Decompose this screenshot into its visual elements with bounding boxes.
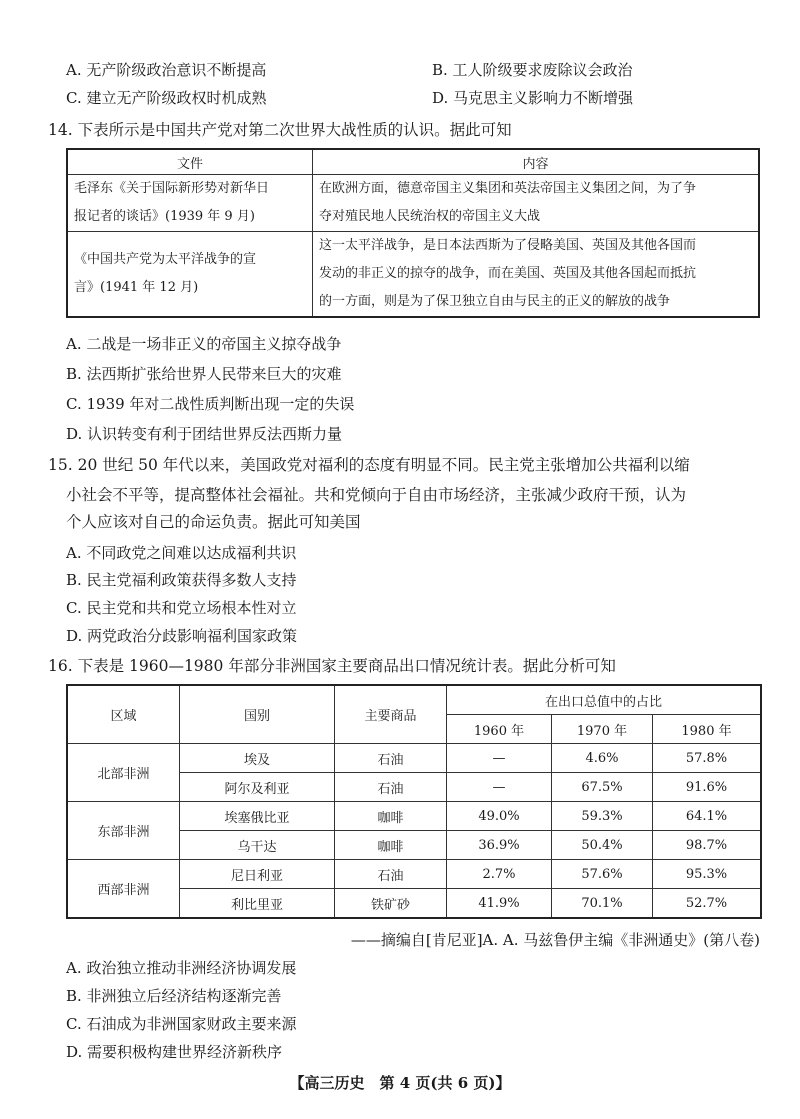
q15-stem-line: 小社会不平等，提高整体社会福祉。共和党倾向于自由市场经济，主张减少政府干预，认为 (66, 486, 687, 504)
value-cell: 36.9% (447, 831, 552, 860)
q15-stem-line: 15. 20 世纪 50 年代以来，美国政党对福利的态度有明显不同。民主党主张增加公共福利以缩 (48, 456, 690, 474)
header-year: 1960 年 (447, 715, 552, 744)
commodity-cell: 石油 (335, 744, 447, 773)
country-cell: 乌干达 (180, 831, 335, 860)
country-cell: 埃塞俄比亚 (180, 802, 335, 831)
table-row (67, 744, 761, 773)
q15-option-b: B. 民主党福利政策获得多数人支持 (66, 571, 297, 589)
q16-option-d: D. 需要积极构建世界经济新秩序 (66, 1043, 283, 1061)
header-commodity: 主要商品 (335, 685, 447, 744)
q13-option-a: A. 无产阶级政治意识不断提高 (66, 61, 267, 79)
country-cell: 尼日利亚 (180, 860, 335, 889)
country-cell: 埃及 (180, 744, 335, 773)
content-line: 发动的非正义的掠夺的战争，而在美国、英国及其他各国起而抵抗 (319, 266, 697, 281)
value-cell: 2.7% (447, 860, 552, 889)
q15-stem-line: 个人应该对自己的命运负责。据此可知美国 (66, 513, 361, 531)
doc-line: 报记者的谈话》(1939 年 9 月) (74, 209, 255, 224)
table-row (67, 175, 759, 232)
header-document: 文件 (67, 149, 313, 175)
value-cell: — (447, 744, 552, 773)
q16-option-c: C. 石油成为非洲国家财政主要来源 (66, 1015, 297, 1033)
header-year: 1970 年 (552, 715, 653, 744)
country-cell: 阿尔及利亚 (180, 773, 335, 802)
q16-option-b: B. 非洲独立后经济结构逐渐完善 (66, 987, 282, 1005)
commodity-cell: 咖啡 (335, 831, 447, 860)
value-cell: 52.7% (653, 889, 762, 919)
value-cell: 57.8% (653, 744, 762, 773)
doc-line: 言》(1941 年 12 月) (74, 280, 199, 295)
q14-table (66, 148, 760, 318)
region-cell: 西部非洲 (67, 860, 180, 919)
value-cell: 70.1% (552, 889, 653, 919)
region-cell: 东部非洲 (67, 802, 180, 860)
table-row (67, 860, 761, 889)
table-row (67, 232, 759, 318)
value-cell: — (447, 773, 552, 802)
q16-option-a: A. 政治独立推动非洲经济协调发展 (66, 959, 297, 977)
q14-option-a: A. 二战是一场非正义的帝国主义掠夺战争 (66, 335, 342, 353)
page-footer: 【高三历史 第 4 页(共 6 页)】 (289, 1074, 511, 1092)
q15-option-d: D. 两党政治分歧影响福利国家政策 (66, 627, 298, 645)
table-row (67, 802, 761, 831)
doc-line: 《中国共产党为太平洋战争的宣 (74, 252, 257, 267)
q13-option-b: B. 工人阶级要求废除议会政治 (432, 61, 633, 79)
q14-option-c: C. 1939 年对二战性质判断出现一定的失误 (66, 395, 355, 413)
value-cell: 98.7% (653, 831, 762, 860)
value-cell: 59.3% (552, 802, 653, 831)
header-year: 1980 年 (653, 715, 762, 744)
header-region: 区域 (67, 685, 180, 744)
header-country: 国别 (180, 685, 335, 744)
q14-option-d: D. 认识转变有利于团结世界反法西斯力量 (66, 425, 343, 443)
doc-line: 毛泽东《关于国际新形势对新华日 (74, 181, 270, 196)
commodity-cell: 铁矿砂 (335, 889, 447, 919)
value-cell: 49.0% (447, 802, 552, 831)
value-cell: 4.6% (552, 744, 653, 773)
commodity-cell: 石油 (335, 773, 447, 802)
value-cell: 57.6% (552, 860, 653, 889)
q13-option-c: C. 建立无产阶级政权时机成熟 (66, 89, 267, 107)
commodity-cell: 咖啡 (335, 802, 447, 831)
value-cell: 64.1% (653, 802, 762, 831)
header-share: 在出口总值中的占比 (447, 685, 762, 715)
content-line: 夺对殖民地人民统治权的帝国主义大战 (319, 209, 541, 224)
content-line: 在欧洲方面，德意帝国主义集团和英法帝国主义集团之间，为了争 (319, 181, 697, 196)
header-content: 内容 (313, 149, 760, 175)
q13-option-d: D. 马克思主义影响力不断增强 (432, 89, 634, 107)
commodity-cell: 石油 (335, 860, 447, 889)
content-line: 的一方面，则是为了保卫独立自由与民主的正义的解放的战争 (319, 294, 671, 309)
q16-stem: 16. 下表是 1960—1980 年部分非洲国家主要商品出口情况统计表。据此分析可知 (48, 657, 616, 675)
value-cell: 67.5% (552, 773, 653, 802)
value-cell: 41.9% (447, 889, 552, 919)
q14-option-b: B. 法西斯扩张给世界人民带来巨大的灾难 (66, 365, 342, 383)
q15-option-c: C. 民主党和共和党立场根本性对立 (66, 599, 297, 617)
region-cell: 北部非洲 (67, 744, 180, 802)
q16-table (66, 684, 762, 919)
value-cell: 91.6% (653, 773, 762, 802)
q15-option-a: A. 不同政党之间难以达成福利共识 (66, 544, 297, 562)
content-line: 这一太平洋战争，是日本法西斯为了侵略美国、英国及其他各国而 (319, 238, 697, 253)
q14-stem: 14. 下表所示是中国共产党对第二次世界大战性质的认识。据此可知 (48, 121, 512, 139)
country-cell: 利比里亚 (180, 889, 335, 919)
value-cell: 50.4% (552, 831, 653, 860)
value-cell: 95.3% (653, 860, 762, 889)
q16-source: ——摘编自[肯尼亚]A. A. 马兹鲁伊主编《非洲通史》(第八卷) (350, 931, 760, 949)
